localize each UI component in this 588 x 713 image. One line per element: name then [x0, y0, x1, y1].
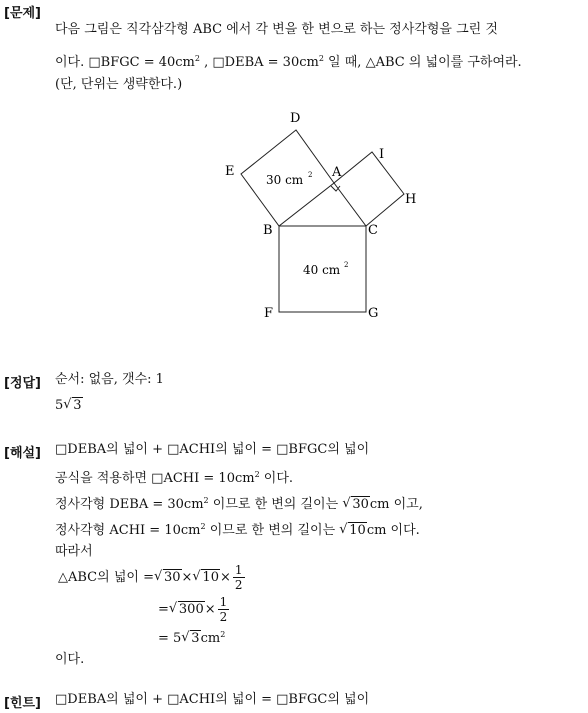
vertex-g: G	[368, 306, 379, 321]
solution-line-3-b: 이므로 한 변의 길이는	[208, 497, 343, 512]
problem-line-1: 다음 그림은 직각삼각형 ABC 에서 각 변을 한 변으로 하는 정사각형을 그린 것	[55, 22, 498, 37]
vertex-h: H	[405, 192, 417, 207]
superscript: 2	[203, 496, 209, 505]
answer-line-1: 순서: 없음, 갯수: 1	[55, 372, 164, 387]
fraction-denominator: 2	[234, 578, 243, 592]
vertex-i: I	[379, 147, 385, 162]
radicand: 30	[163, 569, 181, 585]
vertex-d: D	[290, 111, 301, 126]
vertex-c: C	[368, 223, 378, 238]
problem-line-2-c: 일 때, △ABC 의 넓이를 구하여라.	[323, 55, 522, 70]
equals-five: = 5	[158, 631, 182, 646]
sqrt-sign	[154, 570, 182, 586]
problem-line-2-a: 이다. □BFGC = 40cm	[55, 55, 195, 70]
solution-label: [해설]	[4, 446, 41, 461]
sqrt-sign	[339, 523, 367, 539]
solution-line-2-a: 공식을 적용하면 □ACHI = 10cm	[55, 471, 255, 486]
vertex-e: E	[225, 164, 235, 179]
hint-label: [힌트]	[4, 696, 41, 711]
radicand: 10	[202, 569, 219, 585]
superscript: 2	[318, 54, 324, 63]
sqrt-sign	[63, 398, 82, 414]
solution-line-1: □DEBA의 넓이 + □ACHI의 넓이 = □BFGC의 넓이	[55, 442, 370, 457]
fraction-denominator: 2	[219, 610, 228, 624]
radicand: 10	[349, 523, 366, 538]
solution-line-4-c: cm 이다.	[366, 523, 420, 538]
vertex-a: A	[332, 165, 342, 180]
problem-line-3: (단, 단위는 생략한다.)	[55, 77, 183, 92]
equation-line-3	[158, 627, 225, 647]
area-label-bfgc-sup: 2	[344, 261, 349, 269]
sqrt-sign	[192, 570, 220, 586]
solution-line-3-c: cm 이고,	[369, 497, 423, 512]
solution-line-4-b: 이므로 한 변의 길이는	[205, 523, 340, 538]
sqrt-sign	[181, 631, 200, 647]
vertex-b: B	[263, 223, 273, 238]
times-sign: ×	[219, 569, 231, 585]
hint-line-1: □DEBA의 넓이 + □ACHI의 넓이 = □BFGC의 넓이	[55, 692, 370, 707]
problem-line-2-b: , □DEBA = 30cm	[199, 55, 319, 70]
fraction	[233, 563, 245, 592]
equation-line-2	[158, 595, 231, 624]
solution-line-2	[55, 467, 293, 487]
solution-end: 이다.	[55, 652, 85, 667]
vertex-f: F	[264, 306, 274, 321]
radicand: 300	[178, 601, 204, 617]
superscript: 2	[220, 630, 226, 639]
area-label-bfgc: 40 cm	[303, 263, 341, 277]
equation-lhs: △ABC의 넓이 =	[58, 569, 154, 585]
solution-line-3	[55, 493, 423, 513]
radicand: 30	[352, 497, 369, 512]
problem-label: [문제]	[4, 6, 41, 21]
fraction-numerator: 1	[219, 595, 228, 609]
answer-radicand: 3	[73, 398, 82, 413]
area-label-deba-sup: 2	[308, 171, 313, 179]
geometry-figure	[0, 0, 588, 340]
area-label-deba: 30 cm	[266, 173, 304, 187]
answer-coefficient: 5	[55, 398, 64, 413]
equation-line-1	[58, 563, 247, 592]
fraction	[218, 595, 230, 624]
radicand: 3	[191, 631, 200, 646]
square-achi	[334, 152, 404, 226]
answer-value	[55, 398, 83, 414]
times-sign: ×	[181, 569, 193, 585]
superscript: 2	[200, 522, 206, 531]
equals-sign: =	[158, 601, 169, 617]
answer-label: [정답]	[4, 376, 41, 391]
fraction-numerator: 1	[234, 563, 243, 577]
sqrt-sign	[342, 497, 370, 513]
times-sign: ×	[204, 601, 216, 617]
superscript: 2	[254, 470, 260, 479]
sqrt-sign	[169, 602, 205, 618]
solution-line-4-a: 정사각형 ACHI = 10cm	[55, 523, 201, 538]
solution-line-5: 따라서	[55, 544, 93, 559]
solution-line-2-b: 이다.	[259, 471, 294, 486]
superscript: 2	[194, 54, 200, 63]
solution-line-3-a: 정사각형 DEBA = 30cm	[55, 497, 204, 512]
solution-line-4	[55, 519, 420, 539]
unit: cm	[200, 631, 221, 646]
